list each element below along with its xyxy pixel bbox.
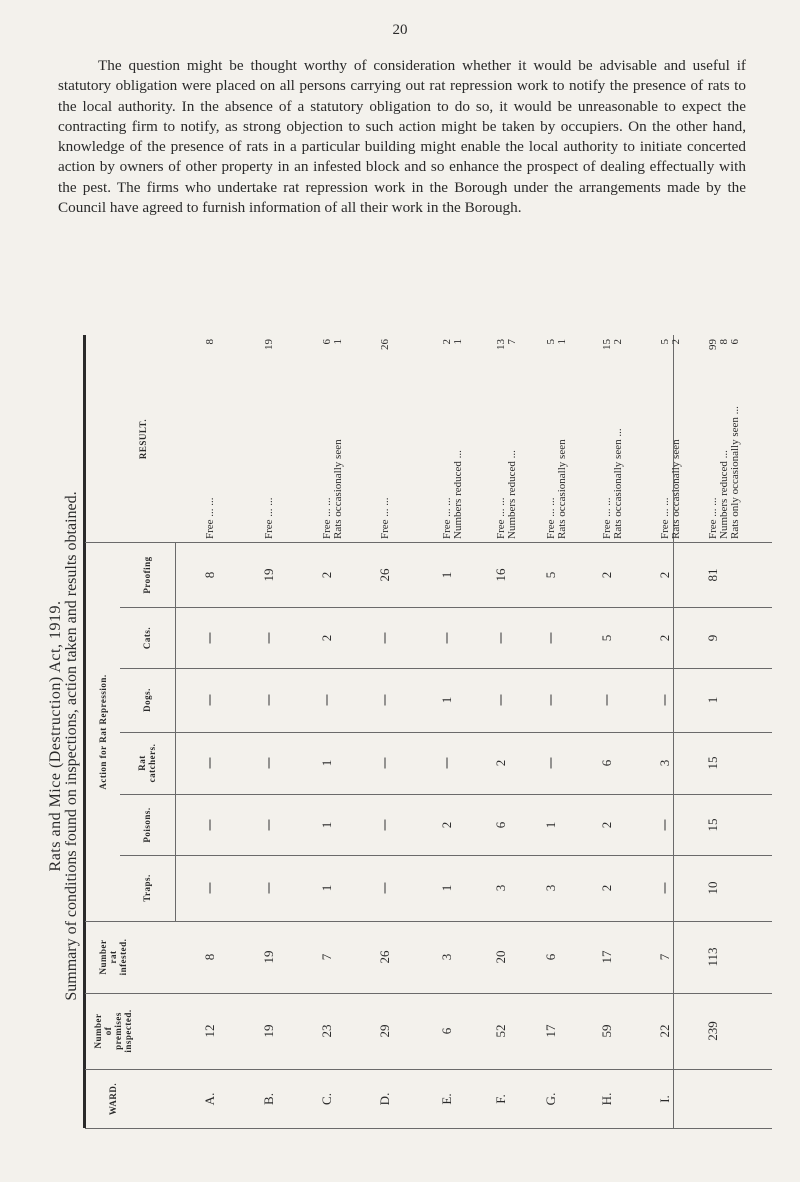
- result-line: [333, 339, 344, 539]
- cell-ward: D.: [377, 1092, 392, 1105]
- cell-dogs-dash: [501, 695, 502, 706]
- result-value: 5: [545, 338, 557, 344]
- cell-ratcatchers-dash: [551, 758, 552, 769]
- result-value: 6: [321, 338, 333, 344]
- cell-cats-dash: [501, 632, 502, 643]
- cell-traps-dash: [385, 883, 386, 894]
- result-value: 2: [670, 338, 682, 344]
- header-rat-catchers: Rat catchers.: [137, 743, 157, 783]
- page-number: 20: [392, 22, 408, 38]
- cell-proofing: 1: [439, 571, 454, 578]
- cell-poisons: 2: [439, 821, 454, 828]
- cell-poisons: 2: [599, 821, 614, 828]
- header-dogs: Dogs.: [142, 688, 152, 712]
- cell-dogs-dash: [327, 695, 328, 706]
- cell-proofing: 19: [261, 568, 276, 581]
- table-subtitle: Summary of conditions found on inspections, action taken and results obtained.: [63, 491, 80, 1001]
- cell-cats-dash: [551, 632, 552, 643]
- cell-poisons-dash: [385, 819, 386, 830]
- table-bottom-rule: [85, 1128, 772, 1129]
- result-value: 1: [452, 338, 464, 344]
- cell-infested: 7: [319, 953, 334, 961]
- result-text: Free ... ...: [707, 496, 719, 539]
- row-rule: [120, 732, 772, 733]
- result-line: [730, 339, 741, 539]
- cell-infested: 17: [599, 950, 614, 964]
- cell-ratcatchers-dash: [210, 758, 211, 769]
- result-cell: [708, 339, 741, 539]
- cell-infested: 19: [261, 950, 276, 964]
- cell-dogs-dash: [665, 695, 666, 706]
- cell-premises: 29: [377, 1024, 392, 1038]
- result-value: 8: [718, 338, 730, 344]
- cell-cats-dash: [269, 632, 270, 643]
- cell-premises: 17: [543, 1024, 558, 1038]
- result-value: 7: [506, 338, 518, 344]
- result-value: 13: [495, 338, 507, 350]
- cell-proofing: 81: [705, 568, 720, 581]
- table-title: Rats and Mice (Destruction) Act, 1919.: [47, 600, 64, 872]
- cell-ward: I.: [657, 1094, 672, 1103]
- result-value: 8: [204, 338, 216, 344]
- header-premises: Number of premises inspected.: [93, 1009, 133, 1053]
- result-value: 99: [707, 338, 719, 350]
- cell-traps: 1: [319, 884, 334, 892]
- cell-cats: 2: [319, 634, 334, 641]
- result-cell: [264, 339, 275, 539]
- cell-premises: 239: [705, 1021, 720, 1041]
- header-cats: Cats.: [142, 626, 152, 649]
- cell-poisons: 1: [543, 821, 558, 828]
- cell-infested: 3: [439, 953, 454, 961]
- cell-premises: 6: [439, 1027, 454, 1035]
- result-line: [453, 339, 464, 539]
- cell-dogs: 1: [439, 696, 454, 704]
- cell-dogs-dash: [607, 695, 608, 706]
- result-cell: [602, 339, 624, 539]
- cell-infested: 8: [202, 953, 217, 961]
- cell-infested: 113: [705, 947, 720, 967]
- cell-cats: 2: [657, 634, 672, 641]
- result-text: Free ... ...: [495, 496, 507, 539]
- result-text: Free ... ...: [321, 496, 333, 539]
- cell-dogs-dash: [551, 695, 552, 706]
- cell-ratcatchers: 15: [705, 756, 720, 770]
- row-rule: [85, 542, 772, 543]
- cell-cats-dash: [210, 632, 211, 643]
- cell-traps: 3: [543, 884, 558, 892]
- cell-ratcatchers: 2: [493, 759, 508, 767]
- result-cell: [496, 339, 518, 539]
- header-ward: WARD.: [108, 1082, 118, 1115]
- cell-ratcatchers-dash: [385, 758, 386, 769]
- result-value: 1: [332, 338, 344, 344]
- cell-dogs-dash: [385, 695, 386, 706]
- cell-poisons: 15: [705, 818, 720, 831]
- cell-ward: E.: [439, 1092, 454, 1105]
- result-text: Rats occasionally seen: [556, 438, 568, 539]
- header-action-group: Action for Rat Repression.: [98, 673, 108, 790]
- cell-cats: 9: [705, 634, 720, 641]
- cell-traps-dash: [269, 883, 270, 894]
- cell-cats: 5: [599, 634, 614, 641]
- cell-ratcatchers-dash: [269, 758, 270, 769]
- cell-premises: 52: [493, 1024, 508, 1038]
- cell-proofing: 5: [543, 571, 558, 578]
- cell-proofing: 8: [202, 571, 217, 578]
- result-cell: [380, 339, 391, 539]
- result-value: 26: [379, 338, 391, 350]
- header-result: RESULT.: [138, 418, 148, 459]
- cell-premises: 12: [202, 1024, 217, 1038]
- result-value: 5: [659, 338, 671, 344]
- cell-ratcatchers: 1: [319, 759, 334, 767]
- row-rule: [85, 1069, 772, 1070]
- result-cell: [322, 339, 344, 539]
- row-rule: [120, 607, 772, 608]
- cell-premises: 59: [599, 1024, 614, 1038]
- result-text: Numbers reduced ...: [452, 449, 464, 539]
- result-cell: [546, 339, 568, 539]
- result-line: [557, 339, 568, 539]
- table-left-border: [83, 335, 86, 1128]
- result-text: Numbers reduced ...: [718, 449, 730, 539]
- cell-infested: 20: [493, 950, 508, 964]
- cell-ratcatchers: 6: [599, 759, 614, 767]
- result-line: [264, 339, 275, 539]
- cell-poisons-dash: [269, 819, 270, 830]
- header-poisons: Poisons.: [142, 806, 152, 843]
- result-line: [205, 339, 216, 539]
- row-rule: [120, 855, 772, 856]
- cell-ward: A.: [202, 1092, 217, 1105]
- result-value: 2: [612, 338, 624, 344]
- cell-traps: 10: [705, 881, 720, 895]
- cell-traps-dash: [665, 883, 666, 894]
- cell-cats-dash: [385, 632, 386, 643]
- cell-poisons-dash: [665, 819, 666, 830]
- cell-dogs-dash: [269, 695, 270, 706]
- result-value: 15: [601, 338, 613, 350]
- result-cell: [205, 339, 216, 539]
- result-text: Free ... ...: [379, 496, 391, 539]
- result-value: 6: [729, 338, 741, 344]
- row-rule: [120, 794, 772, 795]
- row-rule: [85, 921, 772, 922]
- result-text: Rats only occasionally seen ...: [729, 405, 741, 539]
- result-text: Free ... ...: [601, 496, 613, 539]
- cell-traps: 2: [599, 884, 614, 892]
- cell-premises: 22: [657, 1024, 672, 1038]
- result-line: [380, 339, 391, 539]
- cell-proofing: 16: [493, 568, 508, 581]
- cell-traps: 1: [439, 884, 454, 892]
- intro-paragraph: The question might be thought worthy of consideration whether it would be advisable and useful if statutory obligation were placed on all persons carrying out rat repression work to notify the presence of rats to the local authority. In the absence of a statutory obligation to do so, it would be unreasonable to expect the contracting firm to notify, as strong objection to such action might be taken by occupiers. On the other hand, knowledge of the presence of rats in a particular building might enable the local authority to initiate concerted action by owners of other property in an infested block and so enhance the prospect of dealing effectually with the pest. The firms who undertake rat repression work in the Borough under the arrangements made by the Council have agreed to furnish information of all their work in the Borough.: [58, 57, 746, 217]
- result-text: Rats occasionally seen: [670, 438, 682, 539]
- header-infested: Number rat infested.: [98, 938, 128, 976]
- result-line: [613, 339, 624, 539]
- cell-premises: 23: [319, 1024, 334, 1038]
- cell-poisons-dash: [210, 819, 211, 830]
- cell-traps-dash: [210, 883, 211, 894]
- row-rule: [120, 668, 772, 669]
- result-text: Free ... ...: [441, 496, 453, 539]
- cell-ward: G.: [543, 1092, 558, 1105]
- cell-poisons: 6: [493, 821, 508, 828]
- cell-ward: H.: [599, 1092, 614, 1105]
- result-text: Rats occasionally seen ...: [612, 427, 624, 539]
- result-text: Rats occasionally seen: [332, 438, 344, 539]
- result-text: Free ... ...: [204, 496, 216, 539]
- cell-dogs: 1: [705, 696, 720, 704]
- cell-ward: B.: [261, 1092, 276, 1105]
- header-traps: Traps.: [142, 874, 152, 902]
- cell-ratcatchers: 3: [657, 759, 672, 767]
- cell-cats-dash: [447, 632, 448, 643]
- cell-infested: 26: [377, 950, 392, 964]
- result-value: 1: [556, 338, 568, 344]
- result-cell: [442, 339, 464, 539]
- cell-ward: F.: [493, 1093, 508, 1104]
- result-text: Free ... ...: [263, 496, 275, 539]
- cell-proofing: 2: [657, 571, 672, 578]
- result-text: Numbers reduced ...: [506, 449, 518, 539]
- result-value: 2: [441, 338, 453, 344]
- cell-ward: C.: [319, 1092, 334, 1105]
- result-text: Free ... ...: [659, 496, 671, 539]
- cell-infested: 7: [657, 953, 672, 961]
- cell-proofing: 2: [319, 571, 334, 578]
- result-value: 19: [263, 338, 275, 350]
- summary-table: [85, 335, 772, 1128]
- cell-traps: 3: [493, 884, 508, 892]
- header-proofing: Proofing: [142, 555, 152, 594]
- cell-premises: 19: [261, 1024, 276, 1038]
- cell-infested: 6: [543, 953, 558, 961]
- cell-proofing: 26: [377, 568, 392, 581]
- cell-dogs-dash: [210, 695, 211, 706]
- result-cell: [660, 339, 682, 539]
- result-line: [507, 339, 518, 539]
- cell-poisons: 1: [319, 821, 334, 828]
- result-line: [671, 339, 682, 539]
- cell-ratcatchers-dash: [447, 758, 448, 769]
- row-rule: [85, 993, 772, 994]
- cell-proofing: 2: [599, 571, 614, 578]
- result-text: Free ... ...: [545, 496, 557, 539]
